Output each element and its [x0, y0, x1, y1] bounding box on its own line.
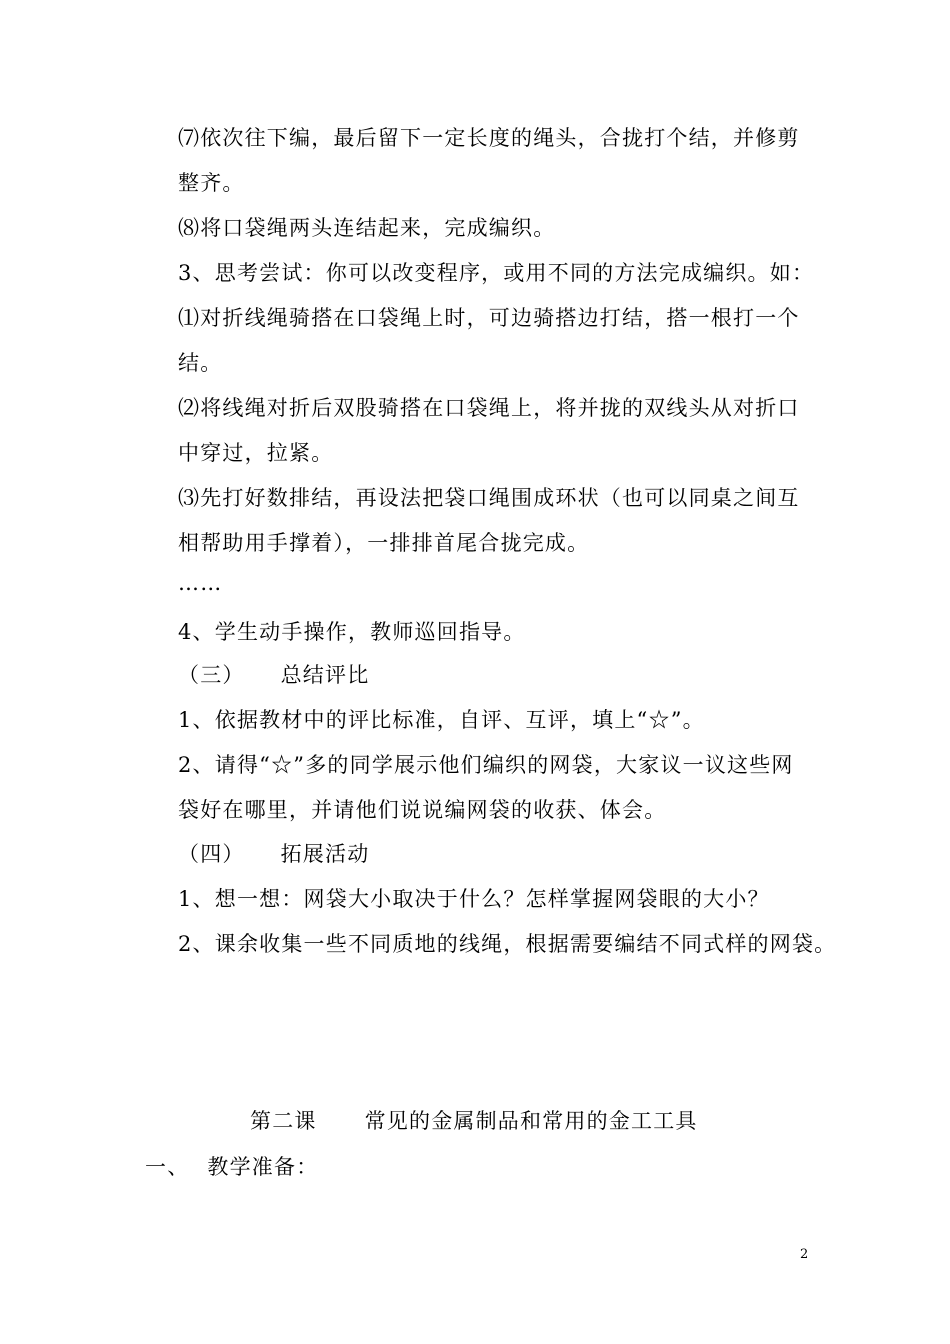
paragraph-line: ⑺依次往下编，最后留下一定长度的绳头，合拢打个结，并修剪 — [178, 126, 800, 150]
paragraph-line: 4、学生动手操作，教师巡回指导。 — [178, 620, 526, 644]
paragraph-line: ⑴对折线绳骑搭在口袋绳上时，可边骑搭边打结，搭一根打一个 — [178, 306, 800, 330]
section-heading — [145, 1152, 318, 1182]
paragraph-line: 整齐。 — [178, 171, 245, 195]
subsection-heading-4 — [178, 839, 369, 869]
subsection-title: 拓展活动 — [280, 842, 370, 866]
paragraph-line: ⑻将口袋绳两头连结起来，完成编织。 — [178, 216, 556, 240]
paragraph-line: 中穿过，拉紧。 — [178, 441, 334, 465]
paragraph-line: ⑶先打好数排结，再设法把袋口绳围成环状（也可以同桌之间互 — [178, 486, 800, 510]
paragraph-line: 袋好在哪里，并请他们说说编网袋的收获、体会。 — [178, 798, 667, 822]
paragraph-line: 结。 — [178, 351, 223, 375]
lesson-number: 第二课 — [250, 1109, 317, 1133]
page-number: 2 — [800, 1247, 809, 1262]
paragraph-line: ⑵将线绳对折后双股骑搭在口袋绳上，将并拢的双线头从对折口 — [178, 396, 800, 420]
paragraph-line: 1、依据教材中的评比标准，自评、互评，填上“☆”。 — [178, 708, 705, 732]
lesson-name: 常见的金属制品和常用的金工工具 — [364, 1109, 698, 1133]
lesson-title — [250, 1106, 698, 1136]
subsection-heading-3 — [178, 660, 369, 690]
subsection-title: 总结评比 — [280, 663, 370, 687]
subsection-number: （四） — [178, 842, 245, 866]
section-number: 一、 — [145, 1155, 190, 1179]
paragraph-line: 1、想一想：网袋大小取决于什么？怎样掌握网袋眼的大小？ — [178, 887, 770, 911]
section-title: 教学准备： — [207, 1155, 319, 1179]
paragraph-line: 3、思考尝试：你可以改变程序，或用不同的方法完成编织。如： — [178, 261, 815, 285]
ellipsis-line: …… — [178, 571, 223, 595]
subsection-number: （三） — [178, 663, 245, 687]
paragraph-line: 相帮助用手撑着），一排排首尾合拢完成。 — [178, 531, 590, 555]
paragraph-line: 2、课余收集一些不同质地的线绳，根据需要编结不同式样的网袋。 — [178, 932, 837, 956]
paragraph-line: 2、请得“☆”多的同学展示他们编织的网袋，大家议一议这些网 — [178, 753, 794, 777]
